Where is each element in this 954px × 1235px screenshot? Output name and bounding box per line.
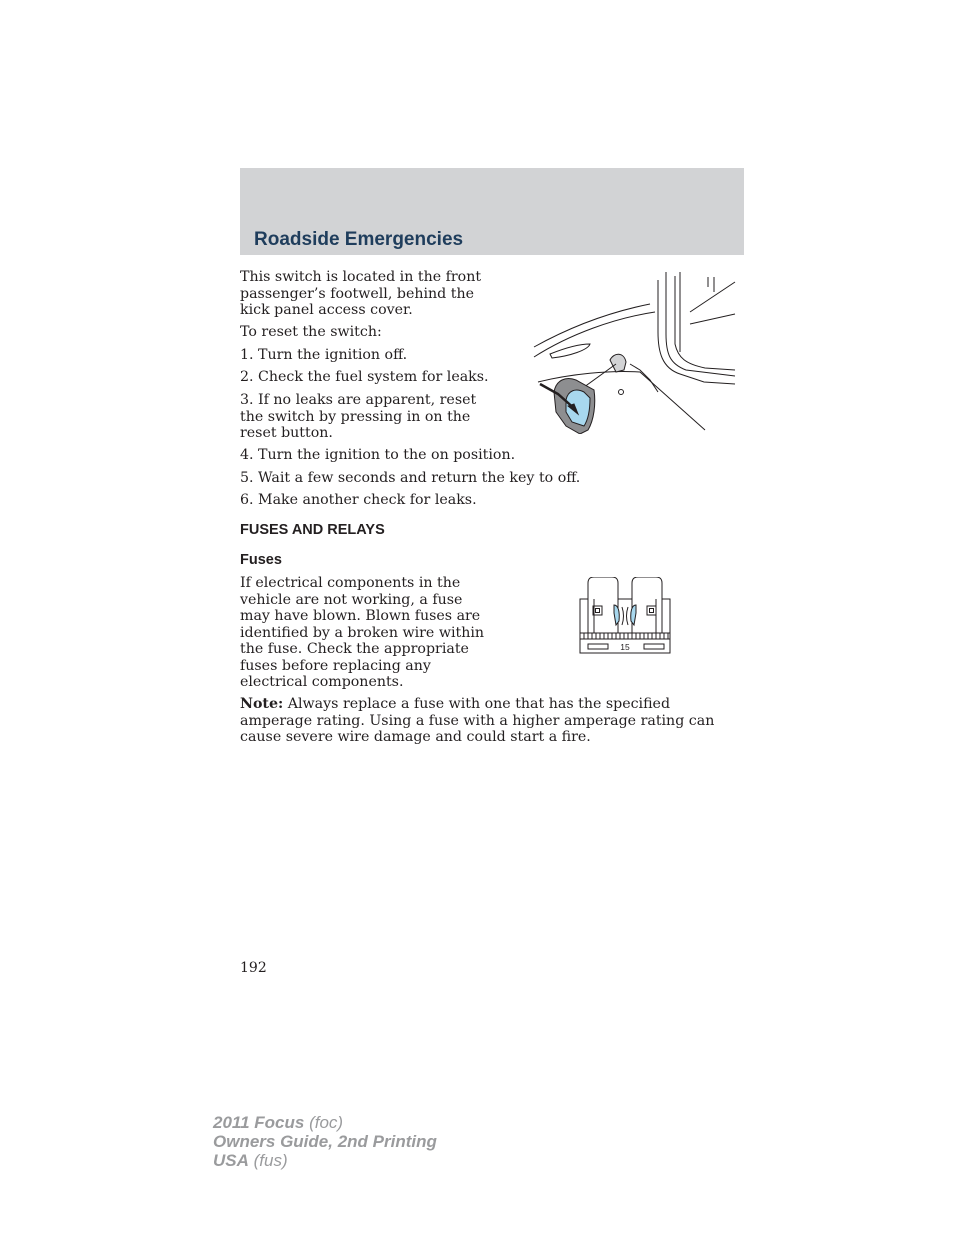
- section-heading: FUSES AND RELAYS: [240, 522, 385, 538]
- section-title: Roadside Emergencies: [254, 229, 464, 250]
- subsection-heading: Fuses: [240, 552, 282, 568]
- footer-model: 2011 Focus: [213, 1113, 305, 1132]
- page-number: 192: [240, 960, 267, 976]
- step-1: 1. Turn the ignition off.: [240, 347, 408, 363]
- note-label: Note:: [240, 696, 284, 712]
- footer-market: USA: [213, 1151, 249, 1170]
- fuel-pump-shutoff-switch-illustration: [530, 272, 742, 434]
- section-header-band: [240, 168, 744, 255]
- fuse-illustration: [578, 577, 672, 657]
- step-6: 6. Make another check for leaks.: [240, 492, 477, 508]
- footer-model-code: (foc): [304, 1113, 344, 1132]
- fuse-rating-label: 15: [620, 642, 630, 652]
- reset-intro: To reset the switch:: [240, 324, 382, 340]
- document-footer: [213, 1113, 437, 1170]
- note-text: Always replace a fuse with one that has the specified amperage rating. Using a fuse with a higher amperage rating can cause severe wire damage and could start a fire.: [240, 696, 715, 745]
- fuses-paragraph: If electrical components in the vehicle are not working, a fuse may have blown. Blown fuses are identified by a broken wire within the fuse. Check the appropriate fuses before replacing any electrical components.: [240, 575, 485, 690]
- footer-market-code: (fus): [248, 1151, 288, 1170]
- step-5: 5. Wait a few seconds and return the key to off.: [240, 470, 581, 486]
- footer-guide: Owners Guide, 2nd Printing: [213, 1132, 437, 1151]
- step-3: 3. If no leaks are apparent, reset the switch by pressing in on the reset button.: [240, 392, 477, 441]
- step-2: 2. Check the fuel system for leaks.: [240, 369, 489, 385]
- intro-paragraph: This switch is located in the front passenger’s footwell, behind the kick panel access cover.: [240, 269, 482, 318]
- step-4: 4. Turn the ignition to the on position.: [240, 447, 516, 463]
- note-paragraph: [240, 696, 744, 746]
